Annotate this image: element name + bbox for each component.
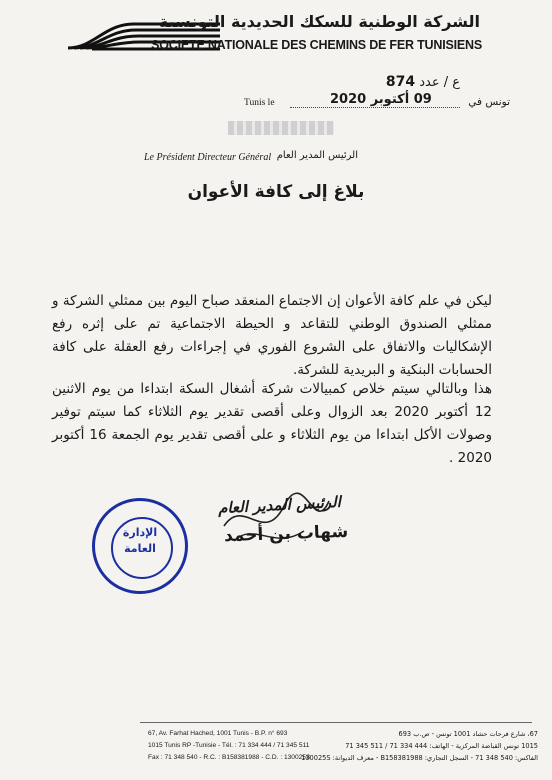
signatory-title-fr: Le Président Directeur Général [144,152,272,163]
footer-ar-line-1: 67، شارع فرحات حشاد 1001 تونس - ص.ب 693 [398,730,538,738]
stamp-text [95,525,185,557]
tunis-label-ar: تونس في [468,96,510,108]
date-row [0,92,552,112]
footer-fr-line-1: 67, Av. Farhat Hached, 1001 Tunis - B.P. n° 693 [148,730,288,737]
company-name-ar: الشركة الوطنية للسكك الحديدية التونسية [158,12,480,31]
footer-ar-line-3: الفاكس: 540 348 71 - السجل التجاري: B158381988 - معرف الديوانة: 130025S [301,754,538,762]
announcement-title: بلاغ إلى كافة الأعوان [187,182,365,202]
footer-fr-line-2: 1015 Tunis RP -Tunisie - Tél. : 71 334 444 / 71 345 511 [148,742,310,749]
body-paragraph-2: هذا وبالتالي سيتم خلاص كمبيالات شركة أشغال السكة ابتداءا من يوم الاثنين 12 أكتوبر 2020 بعد الزوال وعلى أقصى تقدير يوم الثلاثاء كما سيتم توفير وصولات الأكل ابتداءا من يوم الثلاثاء و على أقصى تقدير يوم الجمعة 16 أكتوبر 2020 . [52,381,493,466]
signature-title: الرئيس المدير العام [217,492,342,518]
redacted-area [228,121,334,135]
stamp-line-1: الإدارة [122,526,158,539]
reference-line [378,74,460,90]
body-paragraph-1: ليكن في علم كافة الأعوان إن الاجتماع المنعقد صباح اليوم بين ممثلي الشركة و ممثلي الصندوق الوطني للتقاعد و الحيطة الاجتماعية تم على إثره رفع الإشكاليات والاتفاق على الشروع الفوري في إجراءات رفع العقلة على كافة الحسابات البنكية و البريدية للشركة. [52,293,492,378]
reference-label: ع / عدد [419,75,460,90]
signature-name: شهاب بن أحمد [223,521,349,547]
stamp-line-2: العامة [124,542,156,555]
footer-address-fr [148,728,310,764]
date-dotted-line [290,107,460,108]
footer-fr-line-3: Fax : 71 348 540 - R.C. : B158381988 - C.D. : 130025S [148,754,311,761]
official-stamp [92,498,188,594]
date-value: 09 أكتوبر 2020 [330,92,432,107]
footer-ar-line-2: 1015 تونس القباضة المركزية - الهاتف: 444 334 71 / 511 345 71 [345,742,538,750]
company-name-fr: SOCIETE NATIONALE DES CHEMINS DE FER TUNISIENS [151,38,482,52]
signatory-title-ar: الرئيس المدير العام [276,150,358,161]
reference-number: 874 [385,74,416,90]
footer-divider [140,722,532,723]
footer-address-ar [301,728,538,764]
tunis-label-fr: Tunis le [244,98,275,108]
